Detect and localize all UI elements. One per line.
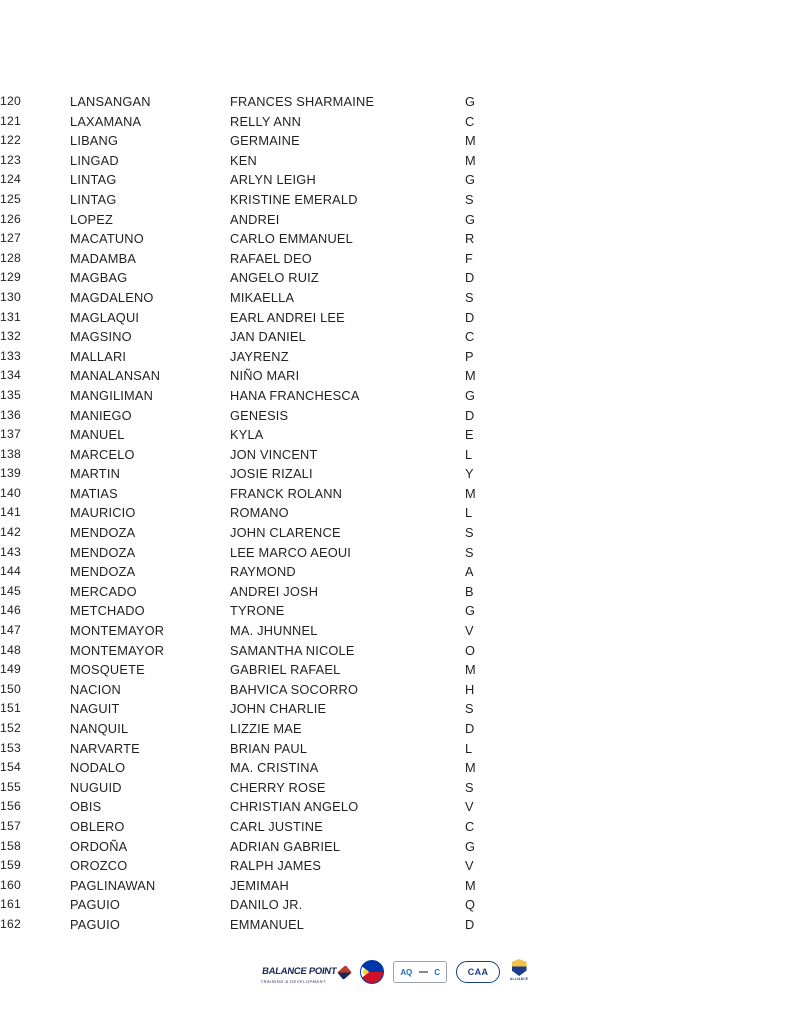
row-code: H — [465, 681, 475, 697]
row-spacer — [505, 347, 791, 367]
row-first-name: RAYMOND — [230, 564, 296, 580]
row-spacer — [505, 327, 791, 347]
row-first-name: CARLO EMMANUEL — [230, 231, 353, 247]
row-number: 160 — [0, 877, 21, 892]
table-row — [0, 739, 791, 759]
row-code: G — [465, 211, 476, 227]
row-number: 147 — [0, 623, 21, 638]
row-number: 152 — [0, 721, 21, 735]
table-row — [0, 895, 791, 915]
row-first-name: GERMAINE — [230, 133, 300, 149]
table-row — [0, 151, 791, 171]
row-spacer — [505, 660, 791, 680]
row-last-name: MAGDALENO — [70, 289, 154, 305]
row-spacer — [505, 229, 791, 249]
row-number: 158 — [0, 838, 21, 853]
table-row — [0, 210, 791, 230]
row-first-name: FRANCES SHARMAINE — [230, 94, 375, 109]
row-code: G — [465, 838, 476, 854]
row-last-name: METCHADO — [70, 603, 145, 619]
caa-logo — [456, 961, 500, 983]
row-first-name: EMMANUEL — [230, 916, 305, 932]
row-number: 146 — [0, 603, 21, 618]
row-spacer — [505, 895, 791, 915]
row-last-name: NUGUID — [70, 779, 122, 795]
table-row — [0, 876, 791, 896]
table-row — [0, 288, 791, 308]
accreditation-logo-text: AQ — [400, 967, 413, 977]
row-last-name: MONTEMAYOR — [70, 623, 165, 639]
row-code: S — [465, 779, 474, 795]
row-first-name: FRANCK ROLANN — [230, 485, 343, 501]
row-code: M — [465, 133, 476, 149]
footer-logo-strip — [0, 952, 791, 992]
row-first-name: JOSIE RIZALI — [230, 466, 313, 482]
row-first-name: GABRIEL RAFAEL — [230, 662, 341, 678]
table-row — [0, 758, 791, 778]
row-last-name: MANUEL — [70, 427, 125, 443]
row-code: D — [465, 309, 475, 325]
row-code: C — [465, 329, 475, 345]
table-row — [0, 523, 791, 543]
row-spacer — [505, 445, 791, 465]
table-row — [0, 347, 791, 367]
row-spacer — [505, 523, 791, 543]
table-row — [0, 112, 791, 132]
table-row — [0, 386, 791, 406]
table-row — [0, 308, 791, 328]
table-row — [0, 778, 791, 798]
row-first-name: MA. CRISTINA — [230, 760, 319, 776]
row-last-name: MOSQUETE — [70, 662, 145, 678]
row-number: 145 — [0, 583, 21, 598]
row-first-name: CHRISTIAN ANGELO — [230, 799, 359, 815]
row-spacer — [505, 190, 791, 210]
row-first-name: RELLY ANN — [230, 113, 302, 129]
row-code: M — [465, 485, 476, 501]
row-number: 156 — [0, 799, 21, 814]
row-code: D — [465, 407, 475, 423]
row-number: 149 — [0, 662, 21, 677]
row-spacer — [505, 210, 791, 230]
row-number: 128 — [0, 250, 21, 265]
row-first-name: HANA FRANCHESCA — [230, 387, 360, 403]
table-row — [0, 660, 791, 680]
row-code: G — [465, 172, 476, 188]
row-code: L — [465, 740, 473, 756]
row-last-name: MACATUNO — [70, 231, 144, 247]
table-row — [0, 268, 791, 288]
row-code: M — [465, 662, 476, 678]
row-code: P — [465, 348, 474, 364]
row-spacer — [505, 837, 791, 857]
row-last-name: MENDOZA — [70, 525, 136, 541]
row-spacer — [505, 249, 791, 269]
row-code: V — [465, 623, 474, 639]
row-spacer — [505, 425, 791, 445]
row-number: 141 — [0, 505, 21, 520]
row-number: 122 — [0, 133, 21, 148]
row-number: 144 — [0, 564, 21, 579]
table-row — [0, 406, 791, 426]
row-last-name: PAGUIO — [70, 916, 121, 932]
row-spacer — [505, 876, 791, 896]
row-spacer — [505, 484, 791, 504]
row-code: E — [465, 427, 474, 443]
row-last-name: MENDOZA — [70, 564, 136, 580]
row-spacer — [505, 366, 791, 386]
row-code: M — [465, 877, 476, 893]
row-first-name: EARL ANDREI LEE — [230, 309, 345, 325]
row-last-name: OROZCO — [70, 858, 128, 874]
row-number: 142 — [0, 525, 21, 540]
table-row — [0, 425, 791, 445]
row-last-name: LINGAD — [70, 152, 119, 168]
row-code: S — [465, 701, 474, 717]
table-row — [0, 641, 791, 661]
row-code: F — [465, 250, 474, 266]
row-first-name: LIZZIE MAE — [230, 721, 302, 736]
row-first-name: SAMANTHA NICOLE — [230, 642, 355, 658]
row-last-name: NARVARTE — [70, 740, 140, 756]
row-code: V — [465, 799, 474, 815]
row-spacer — [505, 268, 791, 288]
row-first-name: JOHN CHARLIE — [230, 701, 327, 717]
row-code: S — [465, 544, 474, 560]
row-first-name: LEE MARCO AEOUI — [230, 544, 352, 560]
row-last-name: LAXAMANA — [70, 113, 142, 129]
row-code: M — [465, 152, 476, 168]
row-first-name: RALPH JAMES — [230, 858, 322, 874]
row-spacer — [505, 92, 791, 112]
row-spacer — [505, 699, 791, 719]
row-code: L — [465, 446, 473, 462]
row-spacer — [505, 797, 791, 817]
crest-shield-icon — [512, 959, 527, 976]
row-last-name: MARCELO — [70, 446, 135, 462]
table-row — [0, 621, 791, 641]
row-first-name: ANDREI — [230, 211, 280, 227]
row-first-name: BRIAN PAUL — [230, 740, 308, 756]
row-code: Y — [465, 466, 474, 482]
row-spacer — [505, 151, 791, 171]
row-last-name: NODALO — [70, 760, 126, 776]
caa-logo-text: CAA — [467, 967, 489, 977]
row-last-name: MANIEGO — [70, 407, 132, 423]
row-last-name: LINTAG — [70, 172, 117, 188]
row-code: B — [465, 583, 474, 599]
row-number: 130 — [0, 289, 21, 304]
balance-point-logo-subtext: TRAINING & DEVELOPMENT — [260, 978, 327, 984]
row-number: 150 — [0, 681, 21, 696]
row-last-name: PAGLINAWAN — [70, 877, 156, 893]
row-spacer — [505, 582, 791, 602]
row-last-name: NANQUIL — [70, 721, 129, 736]
row-first-name: MIKAELLA — [230, 289, 295, 305]
row-code: D — [465, 916, 475, 932]
row-first-name: BAHVICA SOCORRO — [230, 681, 359, 697]
row-number: 139 — [0, 466, 21, 481]
row-first-name: ANGELO RUIZ — [230, 270, 319, 286]
accreditation-logo — [393, 961, 447, 983]
row-spacer — [505, 778, 791, 798]
row-spacer — [505, 601, 791, 621]
row-number: 121 — [0, 113, 21, 128]
row-number: 136 — [0, 407, 21, 422]
row-spacer — [505, 719, 791, 739]
row-first-name: KEN — [230, 152, 257, 168]
table-row — [0, 699, 791, 719]
table-row — [0, 366, 791, 386]
row-spacer — [505, 112, 791, 132]
row-last-name: MERCADO — [70, 583, 137, 599]
table-row — [0, 719, 791, 739]
row-number: 157 — [0, 818, 21, 833]
row-first-name: MA. JHUNNEL — [230, 623, 318, 639]
row-last-name: OBLERO — [70, 818, 125, 834]
row-number: 162 — [0, 916, 21, 931]
row-code: D — [465, 270, 475, 286]
row-first-name: JEMIMAH — [230, 877, 289, 893]
row-number: 126 — [0, 211, 21, 226]
row-number: 143 — [0, 544, 21, 559]
table-row — [0, 92, 791, 112]
row-number: 155 — [0, 779, 21, 794]
row-spacer — [505, 739, 791, 759]
row-number: 159 — [0, 858, 21, 873]
row-number: 151 — [0, 701, 21, 716]
table-row — [0, 856, 791, 876]
row-last-name: MANALANSAN — [70, 368, 161, 384]
row-number: 153 — [0, 740, 21, 755]
row-last-name: MAGSINO — [70, 329, 132, 345]
table-row — [0, 797, 791, 817]
table-row — [0, 229, 791, 249]
row-last-name: MAGBAG — [70, 270, 128, 286]
table-row — [0, 817, 791, 837]
row-spacer — [505, 543, 791, 563]
row-last-name: MALLARI — [70, 348, 127, 364]
row-last-name: MAURICIO — [70, 505, 136, 521]
row-last-name: ORDOÑA — [70, 838, 128, 854]
row-code: G — [465, 603, 476, 619]
row-code: M — [465, 368, 476, 384]
row-spacer — [505, 621, 791, 641]
row-code: D — [465, 721, 475, 736]
row-number: 123 — [0, 152, 21, 167]
row-first-name: DANILO JR. — [230, 897, 303, 913]
row-code: S — [465, 525, 474, 541]
table-row — [0, 582, 791, 602]
table-row — [0, 601, 791, 621]
row-number: 140 — [0, 485, 21, 500]
balance-point-mark-icon — [337, 965, 352, 980]
table-row — [0, 327, 791, 347]
row-number: 137 — [0, 427, 21, 442]
row-last-name: NAGUIT — [70, 701, 120, 717]
row-first-name: KRISTINE EMERALD — [230, 191, 358, 207]
row-first-name: KYLA — [230, 427, 264, 443]
row-number: 148 — [0, 642, 21, 657]
row-last-name: MATIAS — [70, 485, 118, 501]
row-last-name: PAGUIO — [70, 897, 121, 913]
row-spacer — [505, 562, 791, 582]
row-number: 134 — [0, 368, 21, 383]
row-spacer — [505, 170, 791, 190]
row-last-name: LOPEZ — [70, 211, 113, 227]
row-first-name: JAYRENZ — [230, 348, 289, 364]
row-spacer — [505, 856, 791, 876]
row-spacer — [505, 386, 791, 406]
row-last-name: OBIS — [70, 799, 102, 815]
table-row — [0, 190, 791, 210]
table-row — [0, 543, 791, 563]
row-first-name: CARL JUSTINE — [230, 818, 323, 834]
row-first-name: JAN DANIEL — [230, 329, 306, 345]
row-code: S — [465, 191, 474, 207]
row-spacer — [505, 406, 791, 426]
table-row — [0, 562, 791, 582]
row-first-name: JOHN CLARENCE — [230, 525, 341, 541]
row-number: 127 — [0, 231, 21, 246]
row-code: R — [465, 231, 475, 247]
row-last-name: LIBANG — [70, 133, 119, 149]
accreditation-logo-mark: C — [434, 967, 440, 977]
table-row — [0, 503, 791, 523]
crest-logo — [509, 959, 529, 985]
row-code: G — [465, 94, 476, 109]
flag-sun-icon — [363, 970, 368, 975]
row-spacer — [505, 817, 791, 837]
row-code: V — [465, 858, 474, 874]
row-last-name: MAGLAQUI — [70, 309, 140, 325]
row-spacer — [505, 308, 791, 328]
row-last-name: MENDOZA — [70, 544, 136, 560]
roster-table — [0, 92, 791, 935]
row-code: C — [465, 113, 475, 129]
row-last-name: MONTEMAYOR — [70, 642, 165, 658]
row-number: 120 — [0, 94, 21, 108]
row-first-name: TYRONE — [230, 603, 285, 619]
row-code: G — [465, 387, 476, 403]
row-code: M — [465, 760, 476, 776]
row-spacer — [505, 915, 791, 935]
row-code: A — [465, 564, 474, 580]
philippine-flag-logo — [360, 960, 384, 984]
row-number: 132 — [0, 329, 21, 344]
row-last-name: MADAMBA — [70, 250, 137, 266]
row-code: C — [465, 818, 475, 834]
row-spacer — [505, 464, 791, 484]
divider-dash-icon — [419, 971, 428, 972]
row-number: 125 — [0, 191, 21, 206]
table-row — [0, 131, 791, 151]
row-number: 129 — [0, 270, 21, 285]
row-number: 161 — [0, 897, 21, 912]
row-code: L — [465, 505, 473, 521]
table-row — [0, 464, 791, 484]
table-row — [0, 680, 791, 700]
row-number: 154 — [0, 760, 21, 775]
row-spacer — [505, 758, 791, 778]
roster-list — [0, 92, 791, 935]
row-last-name: NACION — [70, 681, 121, 697]
row-number: 131 — [0, 309, 21, 324]
row-last-name: LANSANGAN — [70, 94, 151, 109]
row-spacer — [505, 680, 791, 700]
balance-point-logo — [260, 961, 352, 984]
roster-table-body — [0, 92, 791, 935]
crest-logo-subtext: ALLIANCE — [509, 977, 529, 981]
row-number: 138 — [0, 446, 21, 461]
row-first-name: ANDREI JOSH — [230, 583, 319, 599]
row-first-name: JON VINCENT — [230, 446, 318, 462]
row-first-name: NIÑO MARI — [230, 368, 300, 384]
row-first-name: GENESIS — [230, 407, 289, 423]
table-row — [0, 249, 791, 269]
row-spacer — [505, 288, 791, 308]
row-first-name: ADRIAN GABRIEL — [230, 838, 341, 854]
row-first-name: CHERRY ROSE — [230, 779, 326, 795]
row-number: 124 — [0, 172, 21, 187]
row-spacer — [505, 131, 791, 151]
row-last-name: LINTAG — [70, 191, 117, 207]
table-row — [0, 170, 791, 190]
row-first-name: ROMANO — [230, 505, 289, 521]
row-number: 135 — [0, 387, 21, 402]
row-spacer — [505, 503, 791, 523]
row-first-name: RAFAEL DEO — [230, 250, 312, 266]
row-code: O — [465, 642, 476, 658]
table-row — [0, 915, 791, 935]
row-last-name: MARTIN — [70, 466, 121, 482]
row-number: 133 — [0, 348, 21, 363]
row-spacer — [505, 641, 791, 661]
row-code: S — [465, 289, 474, 305]
row-code: Q — [465, 897, 476, 913]
table-row — [0, 837, 791, 857]
table-row — [0, 484, 791, 504]
row-last-name: MANGILIMAN — [70, 387, 154, 403]
balance-point-logo-text: BALANCE POINT — [261, 965, 338, 977]
row-first-name: ARLYN LEIGH — [230, 172, 316, 188]
table-row — [0, 445, 791, 465]
